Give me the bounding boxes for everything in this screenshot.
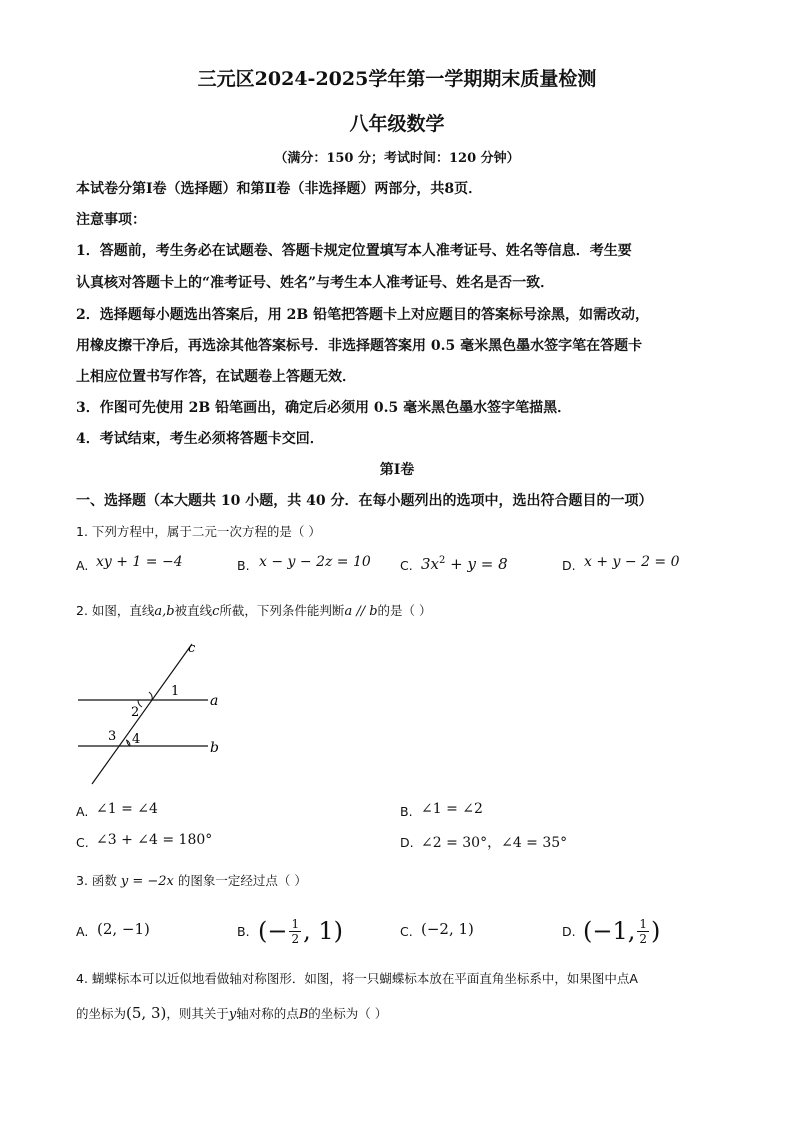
stem-math: a // b: [344, 604, 378, 619]
label-angle-4: 4: [132, 732, 141, 747]
label-angle-1: 1: [171, 684, 180, 699]
stem-math: c: [212, 604, 220, 619]
intro-text: 本试卷分第Ⅰ卷（选择题）和第Ⅱ卷（非选择题）两部分，共8页．: [76, 181, 483, 197]
notice-line: 用橡皮擦干净后，再选涂其他答案标号．非选择题答案用 0.5 毫米黑色墨水签字笔在答题卡: [76, 338, 643, 354]
option-b: x − y − 2z = 10: [259, 554, 371, 570]
stem-math: y = −2x: [120, 874, 174, 889]
notice-line: 上相应位置书写作答，在试题卷上答题无效．: [76, 369, 356, 385]
label-angle-2: 2: [131, 705, 140, 720]
exam-subject: 八年级数学: [349, 113, 445, 135]
question-stem: [76, 871, 307, 889]
option-d: ∠2 = 30°，∠4 = 35°: [421, 835, 568, 851]
option-c: [421, 555, 508, 573]
option-c: (−2, 1): [421, 920, 474, 938]
option-label: A.: [76, 804, 89, 819]
option-c-base: 3x: [421, 555, 440, 573]
label-a: a: [210, 693, 219, 709]
option-label: D.: [400, 835, 414, 850]
fraction-numerator: 1: [639, 916, 648, 931]
option-a: (2, −1): [97, 920, 150, 938]
question-stem: [76, 601, 432, 619]
question-stem: 4. 蝴蝶标本可以近似地看做轴对称图形．如图，将一只蝴蝶标本放在平面直角坐标系中，如果图中点A: [76, 971, 638, 986]
option-d: [583, 912, 660, 950]
notice-heading: 注意事项：: [76, 212, 146, 228]
option-d-post: ): [651, 917, 661, 945]
option-b-post: , 1): [303, 917, 344, 945]
option-b-pre: (−: [258, 917, 288, 945]
option-label: C.: [400, 924, 413, 939]
option-b: [258, 912, 343, 950]
stem-math: y: [228, 1007, 237, 1022]
part-title: 第Ⅰ卷: [379, 462, 415, 478]
option-c-rest: + y = 8: [445, 555, 508, 573]
option-b: ∠1 = ∠2: [421, 801, 483, 817]
fraction-denominator: 2: [639, 931, 648, 946]
option-label: C.: [400, 558, 413, 573]
fraction: [637, 917, 649, 946]
option-label: B.: [400, 804, 413, 819]
stem-text: 的坐标为: [76, 1006, 127, 1021]
line-c: [92, 644, 192, 784]
fraction-denominator: 2: [291, 931, 300, 946]
stem-text: 所截，下列条件能判断: [219, 603, 345, 618]
notice-line: 4．考试结束，考生必须将答题卡交回．: [76, 431, 324, 447]
stem-text: 2. 如图，直线: [76, 603, 155, 618]
option-label: C.: [76, 835, 89, 850]
stem-math: a,b: [154, 604, 175, 619]
option-label: B.: [237, 924, 250, 939]
fraction: [289, 917, 301, 946]
option-d-pre: (−1,: [583, 917, 636, 945]
label-angle-3: 3: [108, 729, 117, 744]
notice-line: 认真核对答题卡上的“准考证号、姓名”与考生本人准考证号、姓名是否一致．: [76, 275, 555, 291]
question-stem: 1. 下列方程中，属于二元一次方程的是（ ）: [76, 524, 321, 539]
stem-text: 3. 函数: [76, 873, 117, 888]
label-c: c: [188, 641, 196, 656]
exam-title: 三元区2024-2025学年第一学期期末质量检测: [197, 68, 597, 90]
notice-line: 1．答题前，考生务必在试题卷、答题卡规定位置填写本人准考证号、姓名等信息．考生要: [76, 243, 632, 259]
option-a: ∠1 = ∠4: [96, 801, 158, 817]
question-stem-continued: [76, 1004, 387, 1022]
option-c-exponent: 2: [439, 555, 446, 566]
option-label: A.: [76, 924, 89, 939]
stem-text: 的是（ ）: [377, 603, 432, 618]
option-label: A.: [76, 558, 89, 573]
stem-math: B: [298, 1007, 309, 1022]
parallel-lines-figure: [70, 636, 240, 790]
notice-line: 3．作图可先使用 2B 铅笔画出，确定后必须用 0.5 毫米黑色墨水签字笔描黑．: [76, 400, 572, 416]
option-label: B.: [237, 558, 250, 573]
stem-text: 轴对称的点: [236, 1006, 299, 1021]
exam-meta: （满分：150 分；考试时间：120 分钟）: [274, 151, 520, 166]
notice-line: 2．选择题每小题选出答案后，用 2B 铅笔把答题卡上对应题目的答案标号涂黑，如需改动，: [76, 307, 650, 323]
fraction-numerator: 1: [291, 916, 300, 931]
stem-text: ，则其关于: [166, 1006, 229, 1021]
option-d: x + y − 2 = 0: [584, 554, 680, 570]
option-label: D.: [562, 924, 576, 939]
stem-text: 的图象一定经过点（ ）: [177, 873, 307, 888]
label-b: b: [210, 740, 219, 756]
option-label: D.: [562, 558, 576, 573]
stem-math: (5, 3): [126, 1004, 167, 1022]
option-c: ∠3 + ∠4 = 180°: [96, 832, 213, 848]
stem-text: 的坐标为（ ）: [308, 1006, 388, 1021]
angle-arc-1: [149, 692, 152, 700]
section-heading: 一、选择题（本大题共 10 小题，共 40 分．在每小题列出的选项中，选出符合题目的一项）: [76, 493, 653, 509]
stem-text: 被直线: [174, 603, 213, 618]
option-a: xy + 1 = −4: [96, 554, 183, 570]
